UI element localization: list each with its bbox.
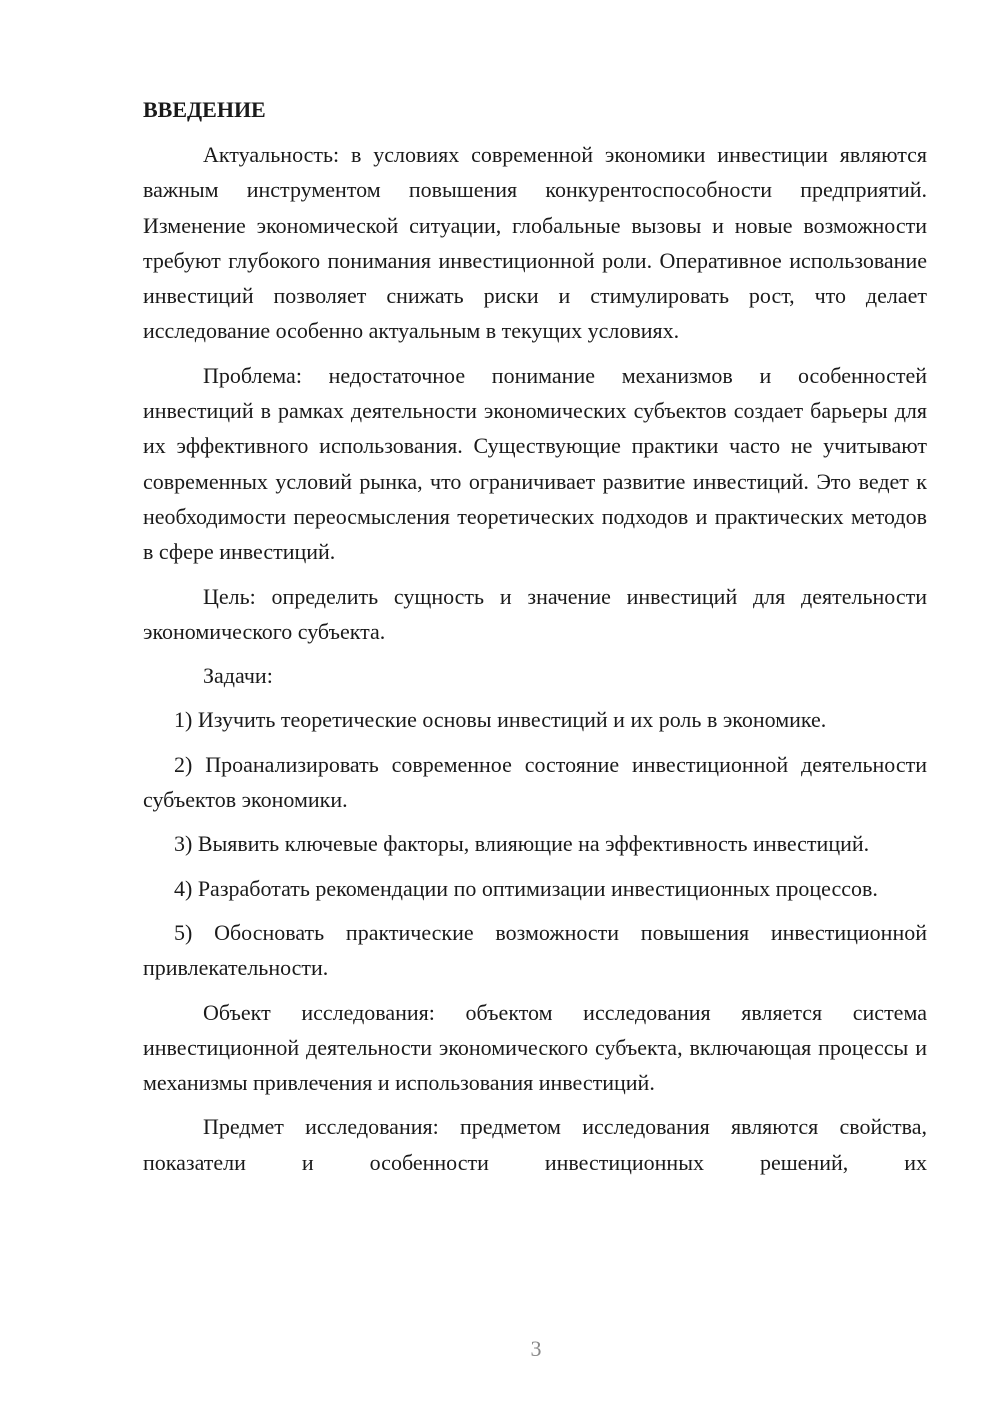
task-item-3: 3) Выявить ключевые факторы, влияющие на эффективность инвестиций. bbox=[174, 831, 870, 857]
paragraph-object: Объект исследования: объектом исследования является система инвестиционной деятельности экономического субъекта, включающая процессы и механизмы привлечения и использования инвестиций. bbox=[143, 999, 927, 1096]
task-item-2: 2) Проанализировать современное состояние инвестиционной деятельности субъектов экономики. bbox=[143, 751, 927, 813]
section-title: ВВЕДЕНИЕ bbox=[143, 97, 266, 122]
task-item-4: 4) Разработать рекомендации по оптимизации инвестиционных процессов. bbox=[174, 875, 878, 901]
task-item-1: 1) Изучить теоретические основы инвестиций и их роль в экономике. bbox=[174, 707, 827, 733]
paragraph-relevance: Актуальность: в условиях современной экономики инвестиции являются важным инструментом повышения конкурентоспособности предприятий. Изменение экономической ситуации, глобальные вызовы и новые возможности требуют глубокого понимания инвестиционной роли. Оперативное использование инвестиций позволяет снижать риски и стимулировать рост, что делает исследование особенно актуальным в текущих условиях. bbox=[143, 142, 927, 344]
page-content bbox=[143, 92, 927, 1189]
paragraph-subject: Предмет исследования: предметом исследования являются свойства, показатели и особенности инвестиционных решений, их bbox=[143, 1114, 927, 1175]
task-item-5: 5) Обосновать практические возможности повышения инвестиционной привлекательности. bbox=[143, 919, 927, 981]
page-number: 3 bbox=[530, 1336, 542, 1361]
paragraph-goal: Цель: определить сущность и значение инвестиций для деятельности экономического субъекта. bbox=[143, 583, 927, 644]
paragraph-tasks-heading: Задачи: bbox=[203, 663, 273, 689]
paragraph-problem: Проблема: недостаточное понимание механизмов и особенностей инвестиций в рамках деятельности экономических субъектов создает барьеры для их эффективного использования. Существующие практики часто не учитывают современных условий рынка, что ограничивает развитие инвестиций. Это ведет к необходимости переосмысления теоретических подходов и практических методов в сфере инвестиций. bbox=[143, 362, 927, 565]
